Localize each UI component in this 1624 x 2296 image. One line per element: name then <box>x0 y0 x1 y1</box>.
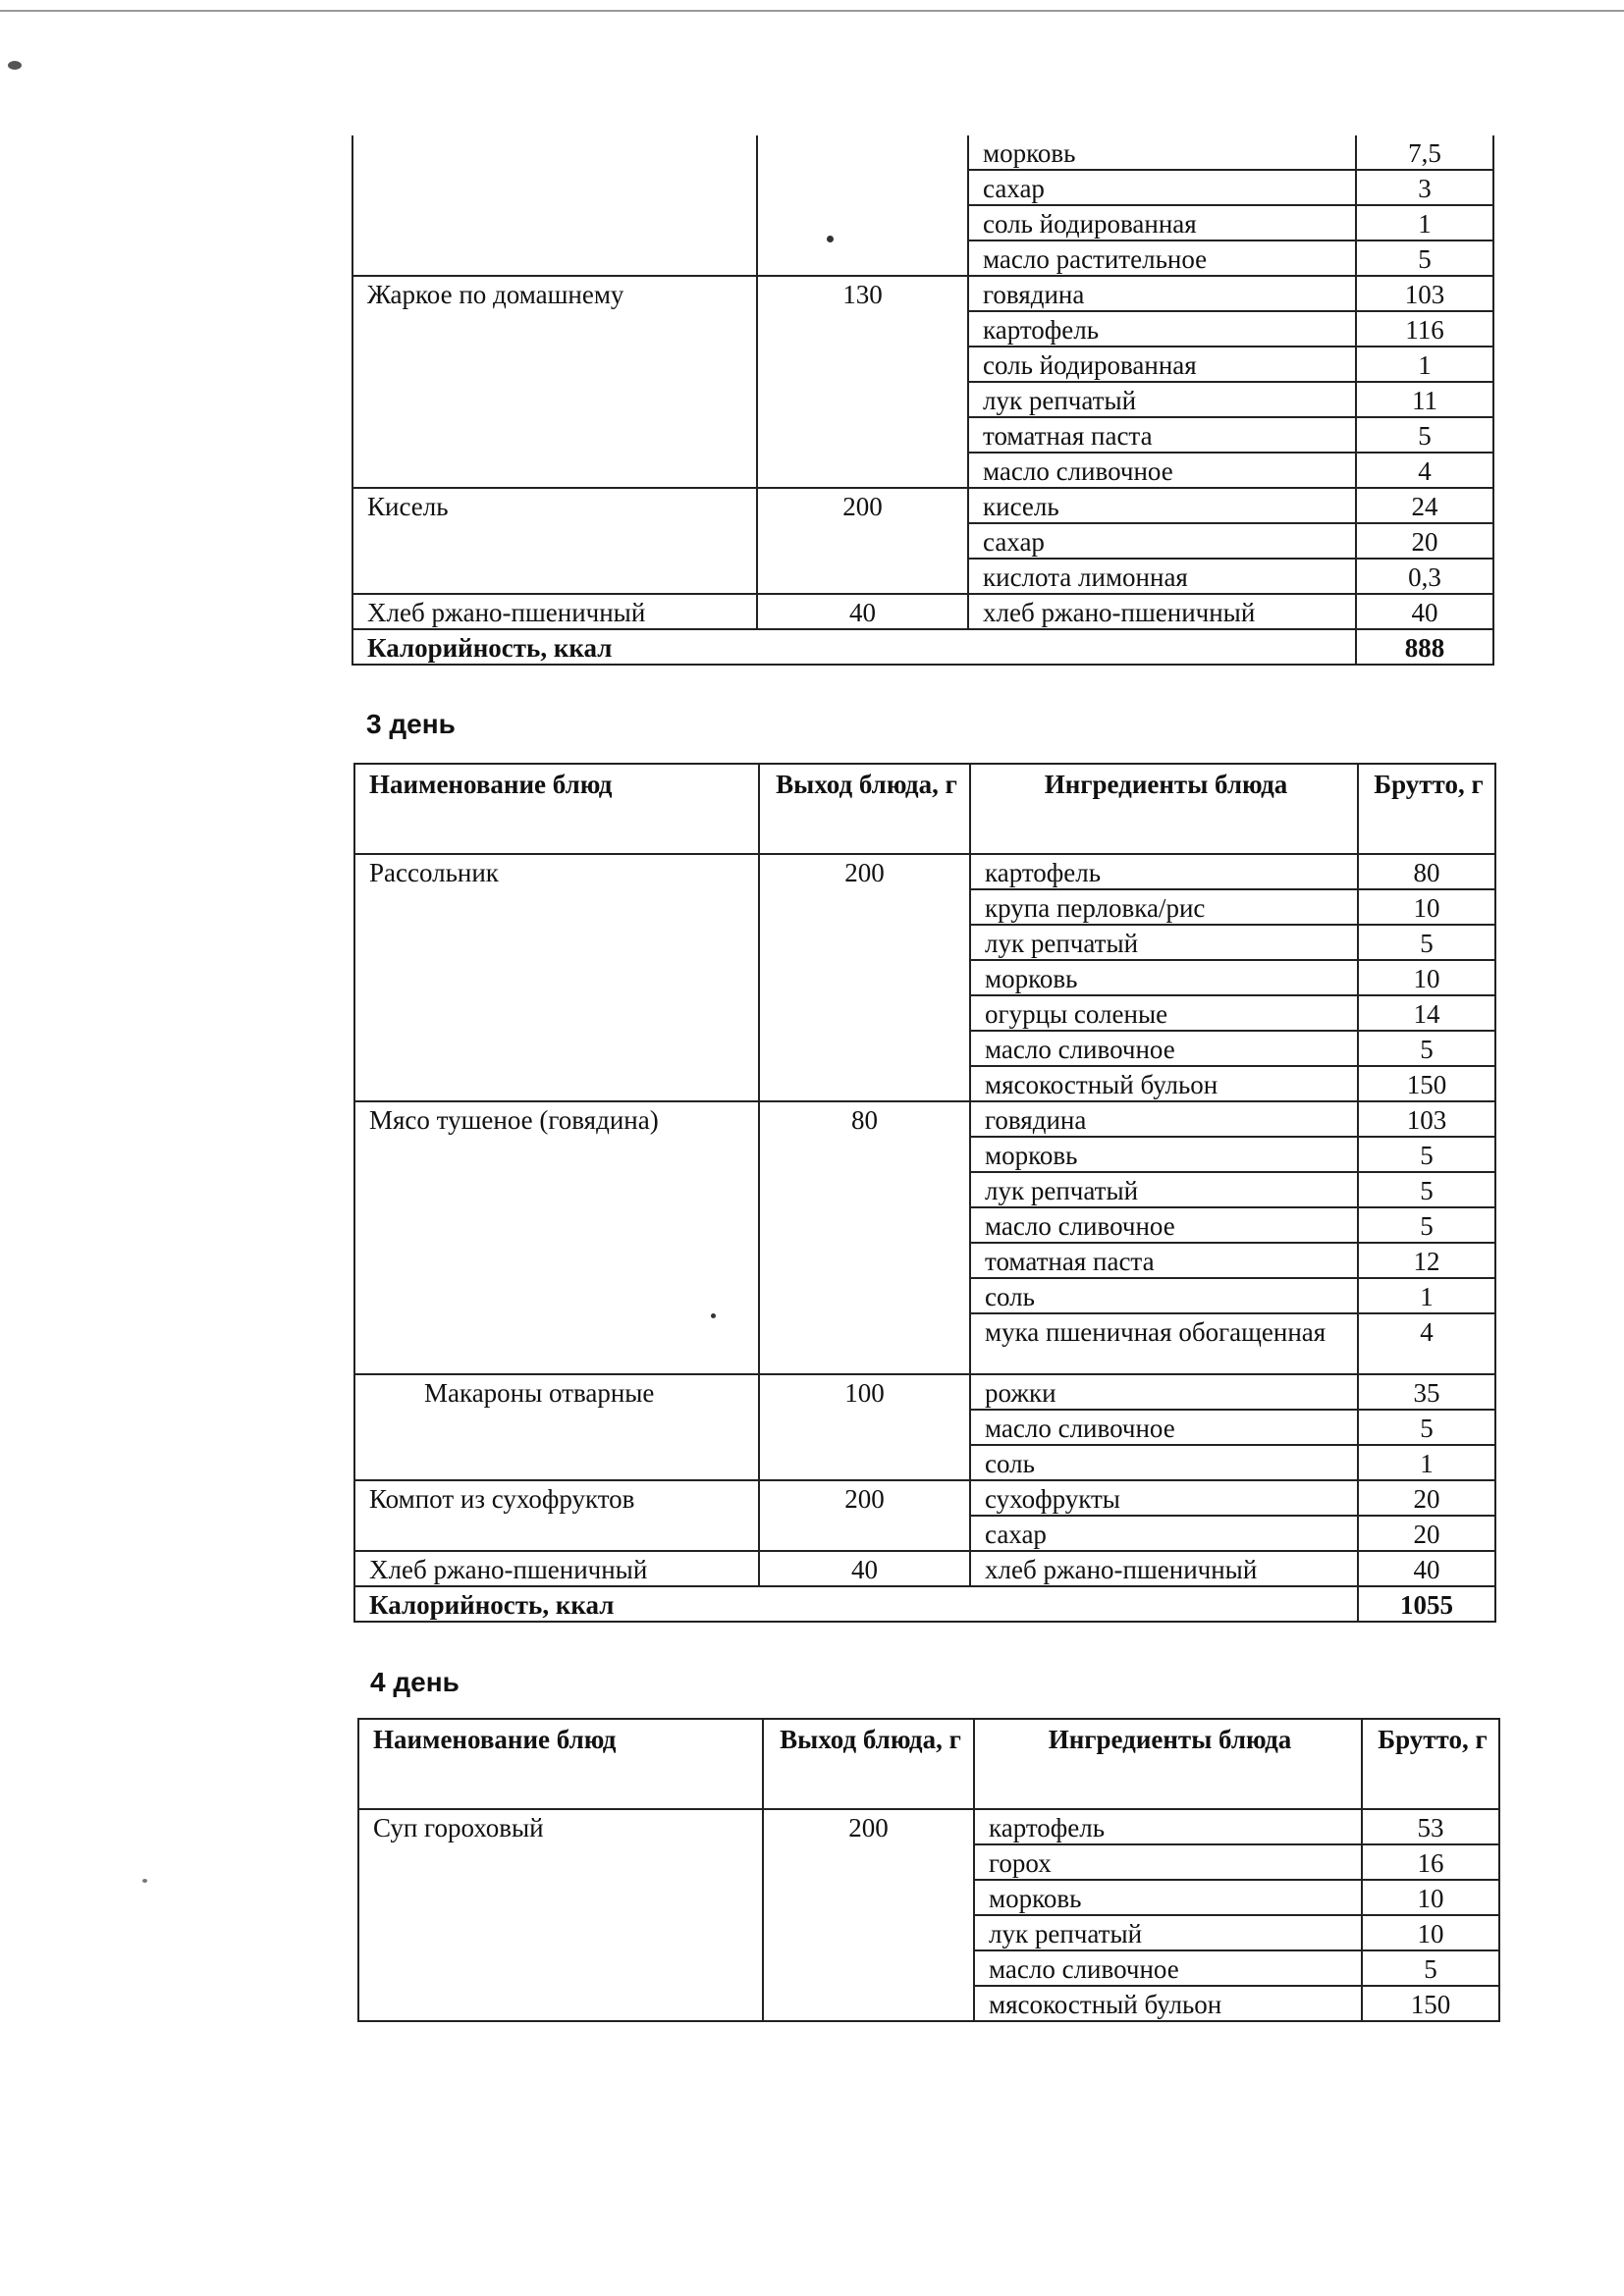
table-row <box>354 854 1495 889</box>
ingredient-cell: лук репчатый <box>970 1172 1358 1207</box>
column-header-yield: Выход блюда, г <box>759 764 970 854</box>
gross-weight-cell: 4 <box>1356 453 1493 488</box>
gross-weight-cell: 5 <box>1356 417 1493 453</box>
gross-weight-cell: 10 <box>1358 960 1495 995</box>
gross-weight-cell: 11 <box>1356 382 1493 417</box>
ingredient-cell: соль <box>970 1278 1358 1313</box>
ingredient-cell: кисель <box>968 488 1356 523</box>
ingredient-cell: огурцы соленые <box>970 995 1358 1031</box>
gross-weight-cell: 5 <box>1362 1950 1499 1986</box>
gross-weight-cell: 24 <box>1356 488 1493 523</box>
gross-weight-cell: 10 <box>1358 889 1495 925</box>
column-header-dish: Наименование блюд <box>354 764 759 854</box>
ingredient-cell: масло растительное <box>968 240 1356 276</box>
gross-weight-cell: 14 <box>1358 995 1495 1031</box>
column-header-ingredients: Ингредиенты блюда <box>974 1719 1362 1809</box>
table-row <box>354 1374 1495 1410</box>
gross-weight-cell: 4 <box>1358 1313 1495 1374</box>
menu-table-day-4 <box>357 1718 1500 2022</box>
gross-weight-cell: 3 <box>1356 170 1493 205</box>
ingredient-cell: сахар <box>968 523 1356 559</box>
calorie-total-label: Калорийность, ккал <box>354 1586 1358 1622</box>
table-row <box>352 276 1493 311</box>
ingredient-cell: соль йодированная <box>968 205 1356 240</box>
ingredient-cell: масло сливочное <box>974 1950 1362 1986</box>
ingredient-cell: морковь <box>970 1137 1358 1172</box>
table-row <box>354 1101 1495 1137</box>
calorie-total-value: 888 <box>1356 629 1493 665</box>
dish-name-cell: Макароны отварные <box>354 1374 759 1480</box>
ingredient-cell: говядина <box>970 1101 1358 1137</box>
ingredient-cell: морковь <box>968 135 1356 170</box>
dish-yield-cell: 200 <box>759 1480 970 1551</box>
ingredients-table <box>352 135 1494 666</box>
column-header-yield: Выход блюда, г <box>763 1719 974 1809</box>
ingredient-cell: рожки <box>970 1374 1358 1410</box>
table-row <box>352 135 1493 170</box>
dish-yield-cell: 200 <box>757 488 968 594</box>
ingredient-cell: картофель <box>974 1809 1362 1844</box>
gross-weight-cell: 5 <box>1358 1172 1495 1207</box>
dish-name-cell: Хлеб ржано-пшеничный <box>354 1551 759 1586</box>
ingredient-cell: томатная паста <box>968 417 1356 453</box>
menu-table-day-3 <box>353 763 1496 1623</box>
scan-speck <box>8 61 22 70</box>
ingredients-table <box>353 763 1496 1623</box>
table-row <box>354 1480 1495 1516</box>
calorie-total-value: 1055 <box>1358 1586 1495 1622</box>
ingredient-cell: лук репчатый <box>968 382 1356 417</box>
gross-weight-cell: 1 <box>1356 205 1493 240</box>
ingredient-cell: сахар <box>968 170 1356 205</box>
gross-weight-cell: 7,5 <box>1356 135 1493 170</box>
day-3-title: 3 день <box>366 709 456 739</box>
gross-weight-cell: 5 <box>1358 1031 1495 1066</box>
table-header-row <box>358 1719 1499 1809</box>
ingredient-cell: масло сливочное <box>970 1410 1358 1445</box>
ingredient-cell: крупа перловка/рис <box>970 889 1358 925</box>
ingredient-cell: морковь <box>970 960 1358 995</box>
gross-weight-cell: 5 <box>1358 925 1495 960</box>
calorie-total-row <box>352 629 1493 665</box>
gross-weight-cell: 35 <box>1358 1374 1495 1410</box>
gross-weight-cell: 103 <box>1358 1101 1495 1137</box>
ingredient-cell: лук репчатый <box>974 1915 1362 1950</box>
ingredient-cell: картофель <box>970 854 1358 889</box>
gross-weight-cell: 103 <box>1356 276 1493 311</box>
ingredient-cell: хлеб ржано-пшеничный <box>968 594 1356 629</box>
ingredient-cell: масло сливочное <box>968 453 1356 488</box>
scan-edge-line <box>0 10 1624 12</box>
dish-yield-cell: 200 <box>763 1809 974 2021</box>
gross-weight-cell: 53 <box>1362 1809 1499 1844</box>
dish-name-cell: Суп гороховый <box>358 1809 763 2021</box>
gross-weight-cell: 1 <box>1356 347 1493 382</box>
gross-weight-cell: 16 <box>1362 1844 1499 1880</box>
dish-name-cell: Хлеб ржано-пшеничный <box>352 594 757 629</box>
ingredients-table <box>357 1718 1500 2022</box>
ingredient-cell: соль <box>970 1445 1358 1480</box>
gross-weight-cell: 116 <box>1356 311 1493 347</box>
gross-weight-cell: 1 <box>1358 1278 1495 1313</box>
ingredient-cell: картофель <box>968 311 1356 347</box>
gross-weight-cell: 20 <box>1358 1516 1495 1551</box>
gross-weight-cell: 10 <box>1362 1880 1499 1915</box>
dish-name-cell: Мясо тушеное (говядина) <box>354 1101 759 1374</box>
ingredient-cell: масло сливочное <box>970 1207 1358 1243</box>
column-header-dish: Наименование блюд <box>358 1719 763 1809</box>
gross-weight-cell: 150 <box>1358 1066 1495 1101</box>
dish-yield-cell <box>757 135 968 276</box>
dish-yield-cell: 80 <box>759 1101 970 1374</box>
table-row <box>352 594 1493 629</box>
ingredient-cell: морковь <box>974 1880 1362 1915</box>
gross-weight-cell: 5 <box>1358 1410 1495 1445</box>
dish-name-cell: Компот из сухофруктов <box>354 1480 759 1551</box>
gross-weight-cell: 5 <box>1358 1137 1495 1172</box>
dish-yield-cell: 40 <box>757 594 968 629</box>
ingredient-cell: сухофрукты <box>970 1480 1358 1516</box>
table-header-row <box>354 764 1495 854</box>
ingredient-cell: хлеб ржано-пшеничный <box>970 1551 1358 1586</box>
column-header-gross: Брутто, г <box>1362 1719 1499 1809</box>
ingredient-cell: горох <box>974 1844 1362 1880</box>
scan-speck <box>142 1879 147 1883</box>
column-header-ingredients: Ингредиенты блюда <box>970 764 1358 854</box>
ingredient-cell: сахар <box>970 1516 1358 1551</box>
dish-name-cell: Жаркое по домашнему <box>352 276 757 488</box>
column-header-gross: Брутто, г <box>1358 764 1495 854</box>
dish-name-cell: Рассольник <box>354 854 759 1101</box>
ingredient-cell: мясокостный бульон <box>970 1066 1358 1101</box>
ingredient-cell: мука пшеничная обогащенная <box>970 1313 1358 1374</box>
gross-weight-cell: 1 <box>1358 1445 1495 1480</box>
table-row <box>354 1551 1495 1586</box>
ingredient-cell: лук репчатый <box>970 925 1358 960</box>
gross-weight-cell: 12 <box>1358 1243 1495 1278</box>
gross-weight-cell: 40 <box>1356 594 1493 629</box>
dish-name-cell <box>352 135 757 276</box>
gross-weight-cell: 5 <box>1358 1207 1495 1243</box>
dish-yield-cell: 130 <box>757 276 968 488</box>
ingredient-cell: кислота лимонная <box>968 559 1356 594</box>
table-row <box>352 488 1493 523</box>
dish-yield-cell: 40 <box>759 1551 970 1586</box>
gross-weight-cell: 0,3 <box>1356 559 1493 594</box>
gross-weight-cell: 150 <box>1362 1986 1499 2021</box>
gross-weight-cell: 5 <box>1356 240 1493 276</box>
ingredient-cell: мясокостный бульон <box>974 1986 1362 2021</box>
day-4-title: 4 день <box>370 1667 460 1697</box>
gross-weight-cell: 80 <box>1358 854 1495 889</box>
dish-name-cell: Кисель <box>352 488 757 594</box>
dish-yield-cell: 200 <box>759 854 970 1101</box>
gross-weight-cell: 40 <box>1358 1551 1495 1586</box>
ingredient-cell: масло сливочное <box>970 1031 1358 1066</box>
gross-weight-cell: 20 <box>1358 1480 1495 1516</box>
ingredient-cell: томатная паста <box>970 1243 1358 1278</box>
calorie-total-label: Калорийность, ккал <box>352 629 1356 665</box>
ingredient-cell: соль йодированная <box>968 347 1356 382</box>
ingredient-cell: говядина <box>968 276 1356 311</box>
gross-weight-cell: 20 <box>1356 523 1493 559</box>
calorie-total-row <box>354 1586 1495 1622</box>
menu-table-continued <box>352 135 1494 666</box>
table-row <box>358 1809 1499 1844</box>
gross-weight-cell: 10 <box>1362 1915 1499 1950</box>
dish-yield-cell: 100 <box>759 1374 970 1480</box>
